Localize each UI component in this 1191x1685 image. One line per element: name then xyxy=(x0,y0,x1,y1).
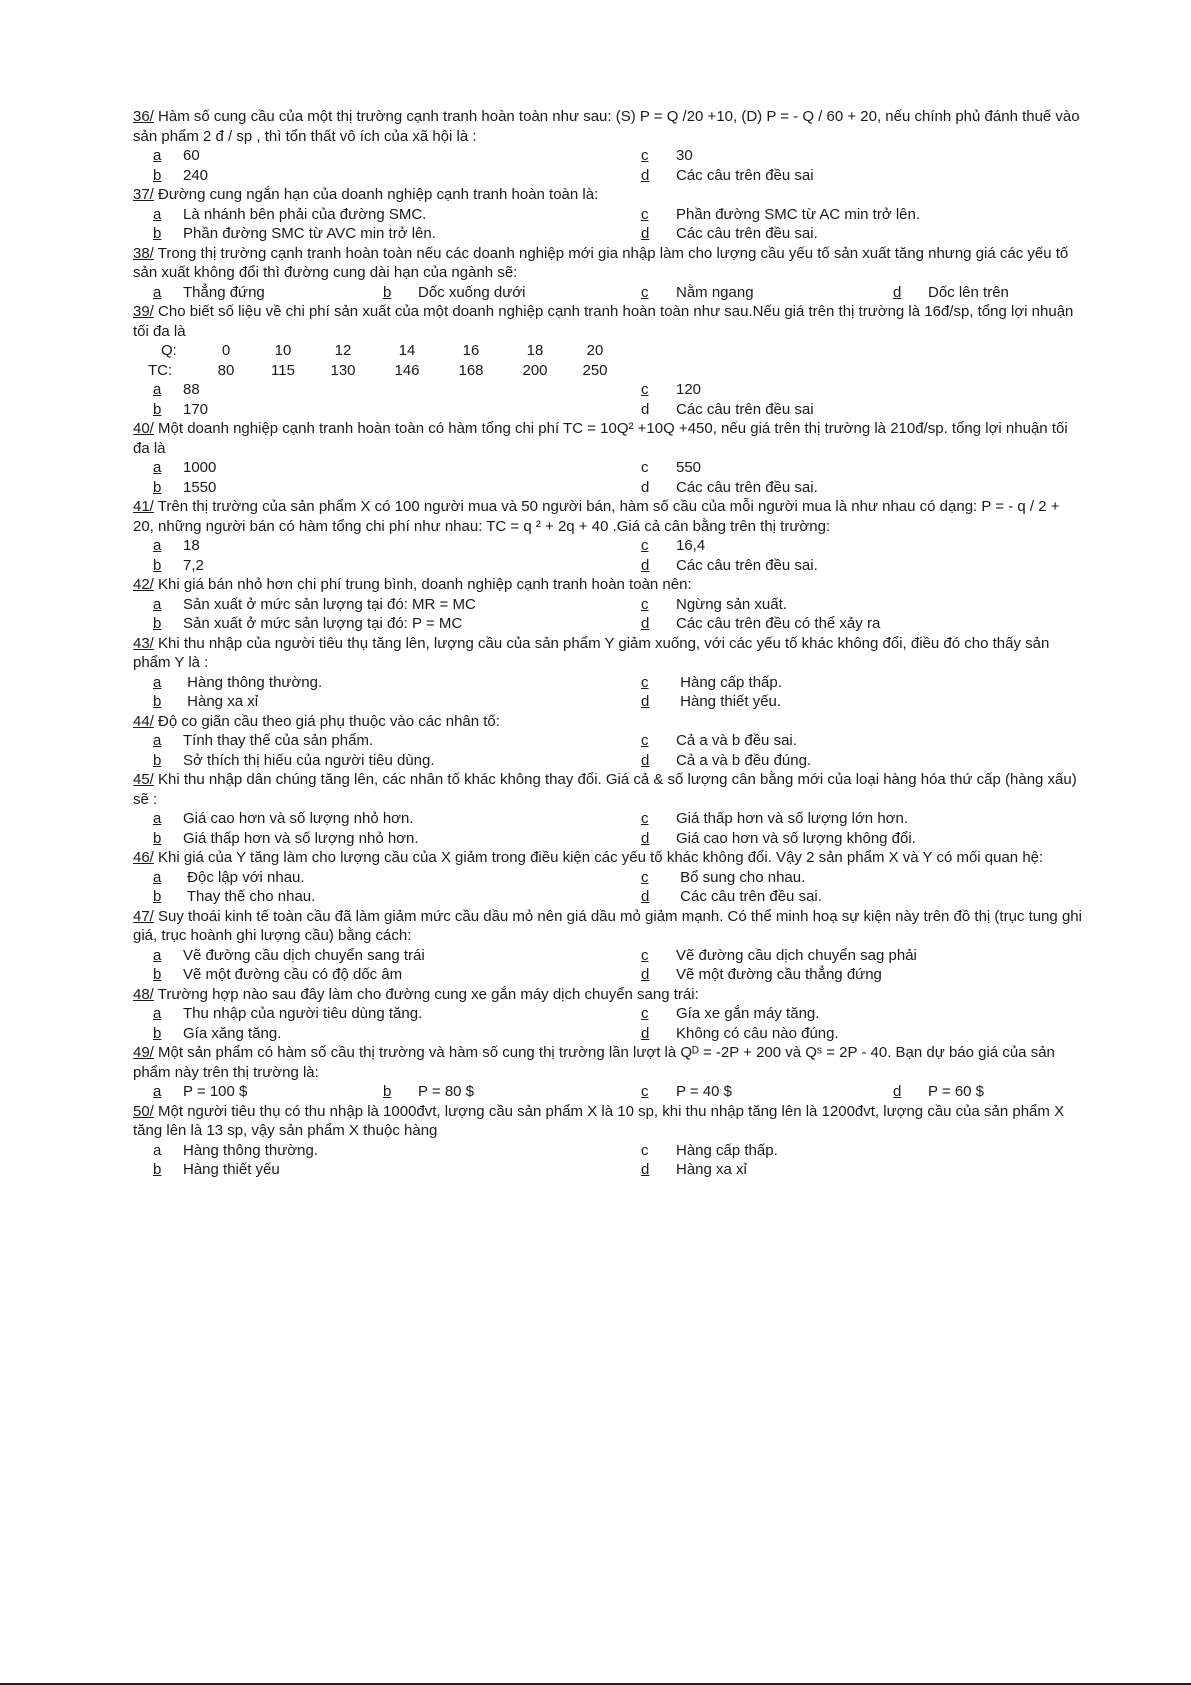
option-b: b 7,2 xyxy=(153,556,204,574)
question-number: 36/ xyxy=(133,108,154,125)
question-text: Khi giá bán nhỏ hơn chi phí trung bình, doanh nghiệp cạnh tranh hoàn toàn nên: xyxy=(153,576,692,593)
row-label: TC: xyxy=(148,361,173,379)
option-a: a Vẽ đường cầu dịch chuyển sang trái xyxy=(153,946,425,964)
option-c: c Giá thấp hơn và số lượng lớn hơn. xyxy=(641,810,909,827)
option-a: a Tính thay thế của sản phẩm. xyxy=(153,732,374,749)
option-a: a 1000 xyxy=(153,459,217,476)
question-number: 44/ xyxy=(133,712,154,730)
question-47 xyxy=(133,907,1083,985)
question-45 xyxy=(133,770,1083,848)
option-b: b Phần đường SMC từ AVC min trở lên. xyxy=(153,225,436,242)
question-37 xyxy=(133,185,1083,244)
option-d: d Các câu trên đều sai. xyxy=(641,556,818,574)
option-c: c Vẽ đường cầu dịch chuyển sag phải xyxy=(641,946,917,964)
option-c: c 550 xyxy=(641,459,702,476)
question-stem xyxy=(133,497,1083,536)
table-row-q xyxy=(133,341,1083,361)
question-stem xyxy=(133,419,1083,458)
question-number: 43/ xyxy=(133,634,154,652)
option-b: b 170 xyxy=(153,400,209,418)
option-c: c Nằm ngang xyxy=(641,283,754,301)
question-text: Khi thu nhập dân chúng tăng lên, các nhân tố khác không thay đổi. Giá cả & số lượng cân bằng mới của loại hàng hóa thứ cấp (hàng xấu) sẽ : xyxy=(133,771,1077,808)
option-a: a Giá cao hơn và số lượng nhỏ hơn. xyxy=(153,810,414,827)
table-cell: 10 xyxy=(274,342,292,359)
question-number: 46/ xyxy=(133,849,154,866)
question-40 xyxy=(133,419,1083,497)
question-38 xyxy=(133,244,1083,303)
option-a: a 60 xyxy=(153,147,200,164)
table-cell: 80 xyxy=(217,361,235,379)
option-a: a 18 xyxy=(153,537,200,554)
question-text: Hàm số cung cầu của một thị trường cạnh tranh hoàn toàn như sau: (S) P = Q /20 +10, (D) P = - Q / 60 + 20, nếu chính phủ đánh thuế vào sản phẩm 2 đ / sp , thì tổn thất vô ích của xã hội là : xyxy=(133,108,1080,145)
table-cell: 12 xyxy=(334,342,352,359)
option-d: d Không có câu nào đúng. xyxy=(641,1024,839,1042)
table-cell: 18 xyxy=(526,342,544,359)
option-d: d Các câu trên đều sai. xyxy=(641,225,818,242)
question-stem xyxy=(133,770,1083,809)
option-b: b Sở thích thị hiếu của người tiêu dùng. xyxy=(153,751,435,769)
option-d: d Giá cao hơn và số lượng không đổi. xyxy=(641,829,916,847)
option-d: d Các câu trên đều có thể xảy ra xyxy=(641,615,881,632)
question-number: 37/ xyxy=(133,186,154,203)
table-cell: 0 xyxy=(221,342,231,359)
question-stem xyxy=(133,244,1083,283)
question-43 xyxy=(133,634,1083,712)
question-stem xyxy=(133,185,1083,205)
question-50 xyxy=(133,1102,1083,1180)
option-c: c P = 40 $ xyxy=(641,1083,733,1100)
question-39 xyxy=(133,302,1083,419)
option-b: b Thay thế cho nhau. xyxy=(153,888,316,905)
question-text: Đường cung ngắn hạn của doanh nghiệp cạnh tranh hoàn toàn là: xyxy=(153,186,599,203)
option-c: c Bổ sung cho nhau. xyxy=(641,868,806,886)
option-d: d Vẽ một đường cầu thẳng đứng xyxy=(641,966,882,983)
table-cell: 20 xyxy=(586,342,604,359)
question-number: 38/ xyxy=(133,244,154,262)
question-text: Một sản phẩm có hàm số cầu thị trường và hàm số cung thị trường lần lượt là Qᴰ = -2P + 200 và Qˢ = 2P - 40. Bạn dự báo giá của sản phẩm này trên thị trường là: xyxy=(133,1044,1055,1081)
question-text: Trong thị trường cạnh tranh hoàn toàn nếu các doanh nghiệp mới gia nhập làm cho lượng cầu yếu tố sản xuất tăng nhưng giá các yếu tố sản xuất không đổi thì đường cung dài hạn của ngành sẽ: xyxy=(133,244,1069,281)
option-a: a Hàng thông thường. xyxy=(153,673,323,691)
table-cell: 130 xyxy=(330,361,356,379)
question-text: Một doanh nghiệp cạnh tranh hoàn toàn có hàm tổng chi phí TC = 10Q² +10Q +450, nếu giá trên thị trường là 210đ/sp. tổng lợi nhuận tối đa là xyxy=(133,420,1068,457)
question-number: 48/ xyxy=(133,985,154,1003)
question-stem xyxy=(133,575,1083,595)
question-36 xyxy=(133,107,1083,185)
table-cell: 146 xyxy=(394,361,420,379)
question-41 xyxy=(133,497,1083,575)
question-stem xyxy=(133,985,1083,1005)
option-d: d Các câu trên đều sai xyxy=(641,166,814,184)
option-c: c Cả a và b đều sai. xyxy=(641,732,797,749)
table-row-tc xyxy=(133,361,1083,381)
question-text: Suy thoái kinh tế toàn cầu đã làm giảm mức cầu dầu mỏ nên giá dầu mỏ giảm mạnh. Có thể minh hoạ sự kiện này trên đồ thị (trục tung ghi giá, trục hoành ghi lượng cầu) bằng cách: xyxy=(133,907,1082,944)
question-number: 45/ xyxy=(133,771,154,788)
question-stem xyxy=(133,712,1083,732)
option-a: a Thu nhập của người tiêu dùng tăng. xyxy=(153,1005,423,1022)
question-number: 40/ xyxy=(133,420,154,437)
option-a: a Thẳng đứng xyxy=(153,283,265,301)
option-d: d Dốc lên trên xyxy=(893,283,1009,301)
option-d: d Cả a và b đều đúng. xyxy=(641,751,812,769)
table-cell: 250 xyxy=(582,361,608,379)
option-c: c Gía xe gắn máy tăng. xyxy=(641,1005,820,1022)
option-d: d Các câu trên đều sai. xyxy=(641,888,822,905)
option-b: b 1550 xyxy=(153,478,217,496)
option-c: c Phần đường SMC từ AC min trở lên. xyxy=(641,205,921,223)
option-b: b Giá thấp hơn và số lượng nhỏ hơn. xyxy=(153,829,419,847)
exam-page xyxy=(133,107,1083,1180)
question-46 xyxy=(133,848,1083,907)
option-a: a Là nhánh bên phải của đường SMC. xyxy=(153,205,427,223)
question-number: 49/ xyxy=(133,1044,154,1061)
question-text: Trường hợp nào sau đây làm cho đường cung xe gắn máy dịch chuyển sang trái: xyxy=(153,985,699,1003)
table-cell: 16 xyxy=(462,342,480,359)
question-text: Khi giá của Y tăng làm cho lượng cầu của X giảm trong điều kiện các yếu tố khác không đổi. Vậy 2 sản phẩm X và Y có mối quan hệ: xyxy=(153,849,1044,866)
option-a: a Sản xuất ở mức sản lượng tại đó: MR = MC xyxy=(153,595,476,613)
option-c: c 16,4 xyxy=(641,537,706,554)
question-text: Cho biết số liệu về chi phí sản xuất của một doanh nghiệp cạnh tranh hoàn toàn như sau.Nếu giá trên thị trường là 16đ/sp, tổng lợi nhuận tối đa là xyxy=(133,303,1074,340)
table-cell: 168 xyxy=(458,361,484,379)
option-b: b Hàng thiết yếu xyxy=(153,1161,280,1178)
option-a: a 88 xyxy=(153,381,200,398)
question-stem xyxy=(133,848,1083,868)
question-stem xyxy=(133,107,1083,146)
question-number: 42/ xyxy=(133,576,154,593)
option-b: b Sản xuất ở mức sản lượng tại đó: P = MC xyxy=(153,615,463,632)
question-number: 39/ xyxy=(133,303,154,320)
option-b: b Hàng xa xỉ xyxy=(153,693,259,710)
question-stem xyxy=(133,1102,1083,1141)
question-number: 47/ xyxy=(133,907,154,925)
row-label: Q: xyxy=(161,342,177,359)
option-a: a Độc lập với nhau. xyxy=(153,868,305,886)
option-d: d P = 60 $ xyxy=(893,1083,985,1100)
table-cell: 115 xyxy=(271,361,295,379)
option-d: d Hàng thiết yếu. xyxy=(641,693,782,710)
option-b: b Gía xăng tăng. xyxy=(153,1024,282,1042)
option-d: d Các câu trên đều sai. xyxy=(641,478,818,496)
question-stem xyxy=(133,302,1083,341)
question-text: Khi thu nhập của người tiêu thụ tăng lên, lượng cầu của sản phẩm Y giảm xuống, với các yếu tố khác không đổi, điều đó cho thấy sản phẩm Y là : xyxy=(133,634,1050,671)
table-cell: 14 xyxy=(398,342,416,359)
question-48 xyxy=(133,985,1083,1044)
option-b: b Dốc xuống dưới xyxy=(383,283,526,301)
cost-table xyxy=(133,341,1083,380)
question-49 xyxy=(133,1043,1083,1102)
option-c: c Ngừng sản xuất. xyxy=(641,595,787,613)
option-d: d Các câu trên đều sai xyxy=(641,400,814,418)
option-b: b Vẽ một đường cầu có độ dốc âm xyxy=(153,966,403,983)
question-text: Độ co giãn cầu theo giá phụ thuộc vào các nhân tố: xyxy=(153,712,500,730)
question-stem xyxy=(133,634,1083,673)
question-stem xyxy=(133,1043,1083,1082)
question-text: Một người tiêu thụ có thu nhập là 1000đvt, lượng cầu sản phẩm X là 10 sp, khi thu nhập tăng lên là 1200đvt, lượng cầu của sản phẩm X tăng lên là 13 sp, vậy sản phẩm X thuộc hàng xyxy=(133,1102,1065,1139)
option-a: a P = 100 $ xyxy=(153,1083,248,1100)
question-stem xyxy=(133,907,1083,946)
question-number: 50/ xyxy=(133,1102,154,1120)
question-number: 41/ xyxy=(133,498,154,515)
option-c: c 120 xyxy=(641,381,702,398)
option-d: d Hàng xa xỉ xyxy=(641,1161,747,1178)
option-b: b P = 80 $ xyxy=(383,1083,475,1100)
option-b: b 240 xyxy=(153,166,209,184)
question-44 xyxy=(133,712,1083,771)
option-a: a Hàng thông thường. xyxy=(153,1141,318,1159)
table-cell: 200 xyxy=(522,361,548,379)
option-c: c Hàng cấp thấp. xyxy=(641,673,782,691)
question-42 xyxy=(133,575,1083,634)
question-text: Trên thị trường của sản phẩm X có 100 người mua và 50 người bán, hàm số cầu của mỗi người mua là như nhau có dạng: P = - q / 2 + 20, những người bán có hàm tổng chi phí như nhau: TC = q ² + 2q + 40 .Giá cả cân bằng trên thị trường: xyxy=(133,498,1060,535)
option-c: c Hàng cấp thấp. xyxy=(641,1141,778,1159)
option-c: c 30 xyxy=(641,147,693,164)
